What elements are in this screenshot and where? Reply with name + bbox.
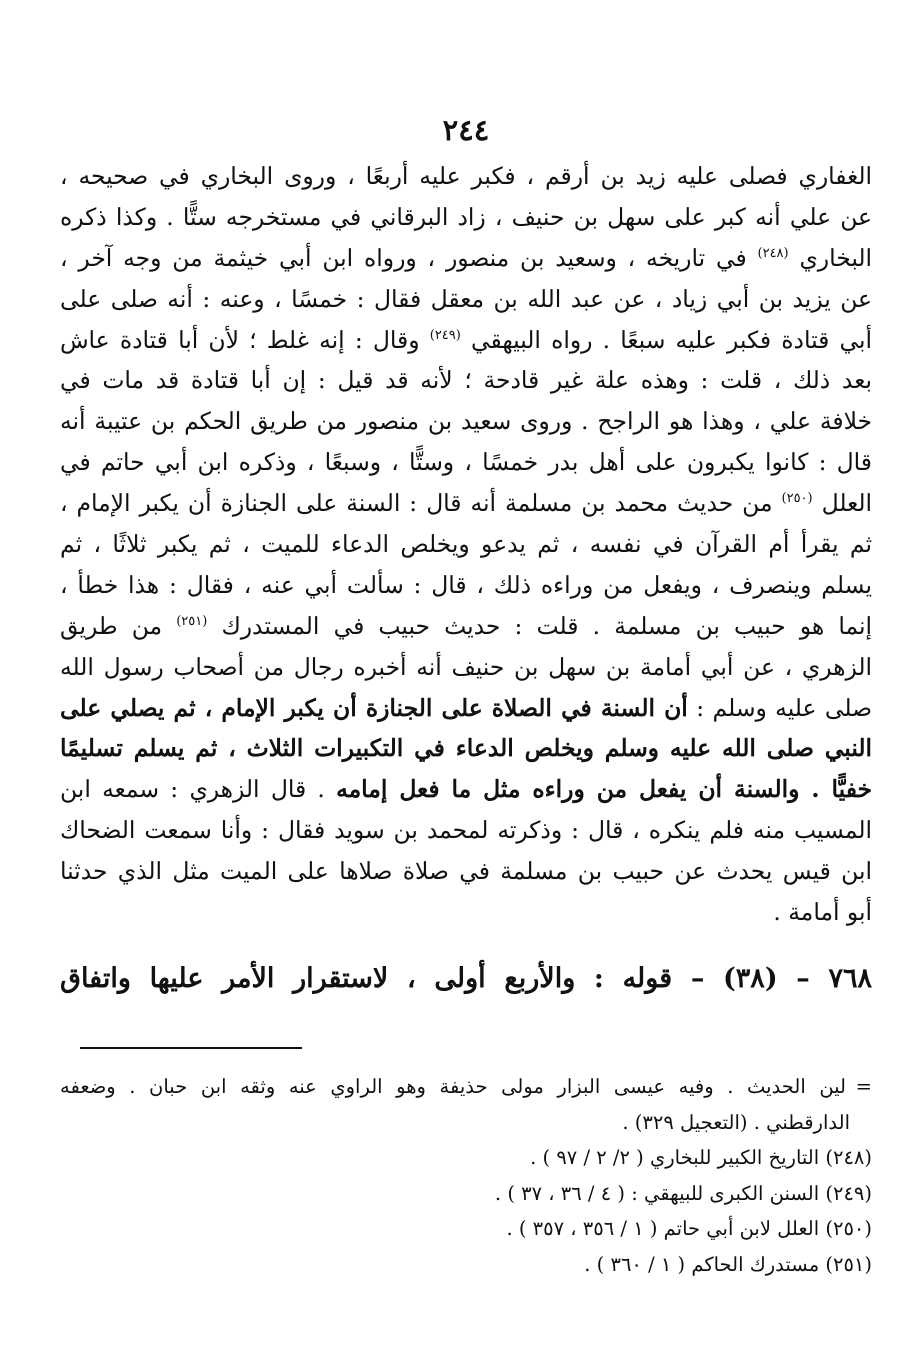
entry-text: والأربع أولى ، لاستقرار الأمر عليها واتفاق <box>60 962 576 994</box>
text-line: خلافة علي ، وهذا هو الراجح . وروى سعيد بن منصور من طريق الحكم بن عتيبة أنه <box>60 407 872 436</box>
entry-number: ٧٦٨ <box>828 962 872 994</box>
continuation-marker: = <box>855 1074 872 1098</box>
text-line: ابن قيس يحدث عن حبيب بن مسلمة في صلاة صلاها على الميت مثل الذي حدثنا <box>60 857 872 886</box>
text-line: الزهري ، عن أبي أمامة بن سهل بن حنيف أنه أخبره رجال من أصحاب رسول الله <box>60 652 872 681</box>
page-number: ٢٤٤ <box>442 113 490 147</box>
footnote-reference[interactable]: (٢٥٠) <box>781 491 813 507</box>
footnote-item: (٢٤٩) السنن الكبرى للبيهقي : ( ٤ / ٣٦ ، ٣٧ ) . <box>494 1181 872 1205</box>
footnote-reference[interactable]: (٢٤٨) <box>757 245 789 261</box>
footnote-item: (٢٥٠) العلل لابن أبي حاتم ( ١ / ٣٥٦ ، ٣٥٧ ) . <box>506 1217 872 1241</box>
footnote-continuation: الدارقطني . (التعجيل ٣٢٩) . <box>622 1110 850 1134</box>
hadith-quote: أن السنة في الصلاة على الجنازة أن يكبر الإمام ، ثم يصلي على <box>60 693 688 722</box>
text-line <box>60 728 872 769</box>
hadith-quote: خفيًّا . والسنة أن يفعل من وراءه مثل ما فعل إمامه <box>336 775 872 804</box>
text-line: صلى عليه وسلم : أن السنة في الصلاة على الجنازة أن يكبر الإمام ، ثم يصلي على <box>60 693 872 722</box>
text-line: البخاري $^{(٢٤٨)}$ في تاريخه ، وسعيد بن منصور ، ورواه ابن أبي خيثمة من وجه آخر ، <box>60 243 872 272</box>
text-line: أبي قتادة فكبر عليه سبعًا . رواه البيهقي $^{(٢٤٩)}$ وقال : إنه غلط ؛ لأن أبا قتادة عاش <box>60 325 872 354</box>
text-line: الغفاري فصلى عليه زيد بن أرقم ، فكبر عليه أربعًا ، وروى البخاري في صحيحه ، <box>60 162 872 190</box>
book-page <box>60 108 872 1282</box>
footnote-number: (٢٤٩) <box>825 1181 872 1205</box>
hadith-quote: النبي صلى الله عليه وسلم ويخلص الدعاء في التكبيرات الثلاث ، ثم يسلم تسليمًا <box>60 734 872 763</box>
footnote-divider <box>80 1047 302 1049</box>
footnote-reference[interactable]: (٢٥١) <box>176 614 208 629</box>
footnotes <box>60 1069 872 1283</box>
text-line: ثم يقرأ أم القرآن في نفسه ، ثم يدعو ويخلص الدعاء للميت ، ثم يكبر ثلاثًا ، ثم <box>60 530 872 559</box>
text-line: أبو أمامة . <box>773 898 872 927</box>
footnote-number: (٢٥٠) <box>825 1217 872 1241</box>
text-line: بعد ذلك ، قلت : وهذه علة غير قادحة ؛ لأنه قد قيل : إن أبا قتادة قد مات في <box>60 366 872 395</box>
text-line: العلل $^{(٢٥٠)}$ من حديث محمد بن مسلمة أنه قال : السنة على الجنازة أن يكبر الإمام ، <box>60 489 872 518</box>
entry-sub-number: (٣٨) <box>723 962 778 994</box>
entry-label: قوله : <box>593 962 673 994</box>
text-line: قال : كانوا يكبرون على أهل بدر خمسًا ، وستًّا ، وسبعًا ، وذكره ابن أبي حاتم في <box>60 448 872 477</box>
text-line: إنما هو حبيب بن مسلمة . قلت : حديث حبيب في المستدرك $^{(٢٥١)}$ من طريق <box>60 611 872 640</box>
text-line: خفيًّا . والسنة أن يفعل من وراءه مثل ما فعل إمامه . قال الزهري : سمعه ابن <box>60 775 872 804</box>
text-line: عن يزيد بن أبي زياد ، عن عبد الله بن معقل فقال : خمسًا ، وعنه : أنه صلى على <box>60 284 872 313</box>
footnote-reference[interactable]: (٢٤٩) <box>429 327 461 343</box>
footnote-continuation: =لين الحديث . وفيه عيسى البزار مولى حذيفة وهو الراوي عنه وثقه ابن حبان . وضعفه <box>60 1069 872 1105</box>
footnote-item: (٢٤٨) التاريخ الكبير للبخاري ( ٢/ ٢ / ٩٧ ) . <box>530 1146 872 1170</box>
main-text <box>60 156 872 933</box>
footnote-number: (٢٤٨) <box>825 1146 872 1170</box>
text-line: يسلم وينصرف ، ويفعل من وراءه ذلك ، قال : سألت أبي عنه ، فقال : هذا خطأ ، <box>60 570 872 599</box>
text-line: عن علي أنه كبر على سهل بن حنيف ، زاد البرقاني في مستخرجه ستًّا . وكذا ذكره <box>60 202 872 231</box>
entry-heading: ٧٦٨ – (٣٨) – قوله : والأربع أولى ، لاستقرار الأمر عليها واتفاق <box>60 962 872 994</box>
footnote-item: (٢٥١) مستدرك الحاكم ( ١ / ٣٦٠ ) . <box>584 1252 872 1276</box>
footnote-number: (٢٥١) <box>825 1252 872 1276</box>
text-line: المسيب منه فلم ينكره ، قال : وذكرته لمحمد بن سويد فقال : وأنا سمعت الضحاك <box>60 816 872 845</box>
